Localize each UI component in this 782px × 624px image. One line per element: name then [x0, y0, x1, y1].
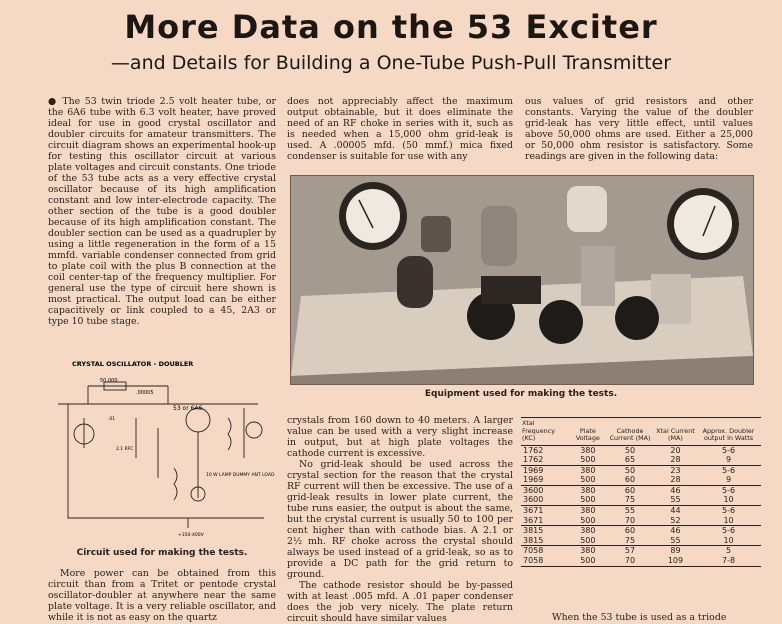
table-body — [521, 445, 761, 566]
table-cell: 65 — [624, 455, 636, 465]
table-cell: 75 — [624, 495, 636, 505]
table-cell: 70 — [624, 556, 636, 566]
rfc-label: 2.1 RFC — [116, 447, 134, 452]
column-2 — [287, 96, 513, 162]
column-header: Xtal Current (MA) — [655, 418, 696, 446]
table-cell: 20 — [670, 445, 681, 455]
table-cell: 57 — [605, 546, 655, 556]
article-title: More Data on the 53 Exciter — [124, 8, 658, 46]
column-header: Plate Voltage — [571, 418, 606, 446]
table-cell: 5-6 — [696, 485, 761, 495]
table-cell: 70 — [624, 515, 636, 525]
article-subtitle: —and Details for Building a One-Tube Push-Pull Transmitter — [110, 52, 672, 74]
column-header: Approx. Doubler output in Watts — [696, 418, 761, 446]
paragraph: The cathode resistor should be by-passed with at least .005 mfd. A .01 paper condenser does the job very nicely. The plate return circuit should have similar values — [287, 580, 513, 624]
table-cell: 3600 — [521, 485, 571, 495]
column-1-continued — [48, 568, 276, 623]
table-cell: 500 — [580, 475, 596, 485]
equipment-illustration — [291, 176, 753, 384]
table-cell: 55 — [605, 506, 655, 516]
table-cell: 46 — [655, 485, 696, 495]
table-cell: 60 — [624, 475, 636, 485]
table-row — [521, 506, 761, 516]
table-cell: 500 — [580, 455, 596, 465]
tube-label: 53 or 6A6 — [173, 405, 203, 412]
table-cell: 7058 — [521, 546, 571, 556]
table-cell: 1762 — [523, 455, 544, 465]
paragraph: does not appreciably affect the maximum output obtainable, but it does eliminate the need of an RF choke in series with it, such as is needed when a 15,000 ohm grid-leak is used. A .00005 mfd. (50 mmf.) mica fixed condenser is suitable for use with any — [287, 96, 513, 162]
table-row — [521, 546, 761, 556]
paragraph: When the 53 tube is used as a triode — [552, 612, 727, 623]
table-row — [521, 556, 761, 566]
column-header: Cathode Current (MA) — [605, 418, 655, 446]
table-cell: 3671 — [521, 506, 571, 516]
table-cell: 5 — [696, 546, 761, 556]
table-cell: 500 — [580, 556, 596, 566]
table-cell: 3600 — [523, 495, 544, 505]
table-cell: 5-6 — [696, 526, 761, 536]
paragraph: More power can be obtained from this circuit than from a Tritet or pentode crystal oscillator-doubler at anywhere near the same plate voltage. It is a very reliable oscillator, and while it is not as easy on the quartz — [48, 568, 276, 623]
table-cell: 46 — [655, 526, 696, 536]
condenser-label: .00005 — [136, 390, 154, 396]
table-row — [521, 465, 761, 475]
circuit-schematic — [48, 358, 276, 546]
table-cell: 5-6 — [696, 465, 761, 475]
table-row — [521, 495, 761, 505]
bullet-icon: ● — [48, 96, 63, 107]
table-header-row — [521, 418, 761, 446]
test-data-table — [521, 417, 761, 567]
circuit-diagram — [48, 358, 276, 546]
paragraph: crystals from 160 down to 40 meters. A larger value can be used with a very slight increase in output, but at high plate voltages the cathode current is excessive. — [287, 415, 513, 459]
table-cell: 75 — [624, 535, 636, 545]
table-cell: 55 — [670, 535, 681, 545]
table-cell: 3671 — [523, 515, 544, 525]
table-cell: 28 — [670, 455, 681, 465]
table-cell: 7-8 — [722, 556, 736, 566]
table-cell: 380 — [571, 546, 606, 556]
table-cell: 380 — [571, 506, 606, 516]
column-header: Xtal Frequency (KC) — [521, 418, 571, 446]
intro-paragraph: ● The 53 twin triode 2.5 volt heater tube, or the 6A6 tube with 6.3 volt heater, have proved ideal for use in good crystal oscillator and doubler circuits for amateur transmitters. The circuit diagram shows an experimental hook-up for testing this oscillator circuit at various plate voltages and circuit constants. One triode of the 53 tube acts as a very effective crystal oscillator because of its high amplification constant and low inter-electrode capacity. The other section of the tube is a good doubler because of its high amplification constant. The doubler section can be used as a quadrupler by using a little regeneration in the form of a 15 mmfd. variable condenser connected from grid to plate coil with the plus B connection at the coil center-tap of the frequency multiplier. For general use the type of circuit here shown is most practical. The output load can be either capacitively or link coupled to a 45, 2A3 or type 10 tube stage. — [48, 96, 276, 327]
supply-label: +350-400V — [178, 533, 204, 538]
column-2-continued — [287, 415, 513, 624]
table-cell: 380 — [571, 485, 606, 495]
table-row — [521, 445, 761, 455]
table-row — [521, 516, 761, 526]
table-row — [521, 526, 761, 536]
table-row — [521, 485, 761, 495]
column-3-continued — [540, 612, 760, 623]
table-cell: 5-6 — [696, 506, 761, 516]
table-cell: 60 — [605, 485, 655, 495]
table-cell: 10 — [723, 495, 734, 505]
table-cell: 9 — [725, 455, 732, 465]
table-cell: 55 — [670, 495, 681, 505]
cap-label: .01 — [108, 417, 116, 422]
table-cell: 52 — [670, 515, 681, 525]
table-cell: 1762 — [523, 445, 544, 455]
table-cell: 3815 — [521, 526, 571, 536]
lamp-label: 10 W LAMP DUMMY ANT LOAD — [206, 473, 275, 478]
diagram-caption: Circuit used for making the tests. — [76, 548, 248, 558]
table-cell: 5-6 — [722, 445, 736, 455]
column-1 — [48, 96, 276, 327]
table-cell: 44 — [655, 506, 696, 516]
table-row — [521, 475, 761, 485]
table-cell: 10 — [723, 515, 734, 525]
resistor-label: 50,000 — [100, 378, 118, 384]
table-cell: 1969 — [523, 475, 544, 485]
table-cell: 380 — [580, 445, 596, 455]
diagram-heading: CRYSTAL OSCILLATOR - DOUBLER — [72, 360, 194, 368]
table-cell: 28 — [670, 475, 681, 485]
table-cell: 1969 — [521, 465, 571, 475]
table-cell: 7058 — [523, 556, 544, 566]
table-cell: 3815 — [523, 535, 544, 545]
equipment-photo — [290, 175, 754, 385]
table-cell: 89 — [655, 546, 696, 556]
paragraph: No grid-leak should be used across the crystal section for the reason that the crystal RF current will then be excessive. The use of a grid-leak results in lower plate current, the tube runs easier, the output is about the same, but the crystal current is usually 50 to 100 per cent higher than with cathode bias. A 2.1 or 2½ mh. RF choke across the crystal should always be used instead of a grid-leak, so as to provide a DC path for the grid return to ground. — [287, 459, 513, 580]
table-cell: 23 — [655, 465, 696, 475]
table-row — [521, 455, 761, 465]
table-cell: 500 — [580, 535, 596, 545]
table-cell: 380 — [571, 465, 606, 475]
table-cell: 9 — [725, 475, 732, 485]
table-cell: 500 — [580, 515, 596, 525]
table-cell: 109 — [667, 556, 684, 566]
table-cell: 50 — [624, 445, 636, 455]
table-cell: 500 — [580, 495, 596, 505]
photo-caption: Equipment used for making the tests. — [424, 389, 618, 399]
table-cell: 10 — [723, 535, 734, 545]
table-cell: 50 — [605, 465, 655, 475]
paragraph: ous values of grid resistors and other constants. Varying the value of the doubler grid-leak has very little effect, until values above 50,000 ohms are used. Either a 25,000 or 50,000 ohm resistor is satisfactory. Some readings are given in the following data: — [525, 96, 753, 162]
table-cell: 60 — [605, 526, 655, 536]
table-row — [521, 536, 761, 546]
column-3 — [525, 96, 753, 162]
table-cell: 380 — [571, 526, 606, 536]
